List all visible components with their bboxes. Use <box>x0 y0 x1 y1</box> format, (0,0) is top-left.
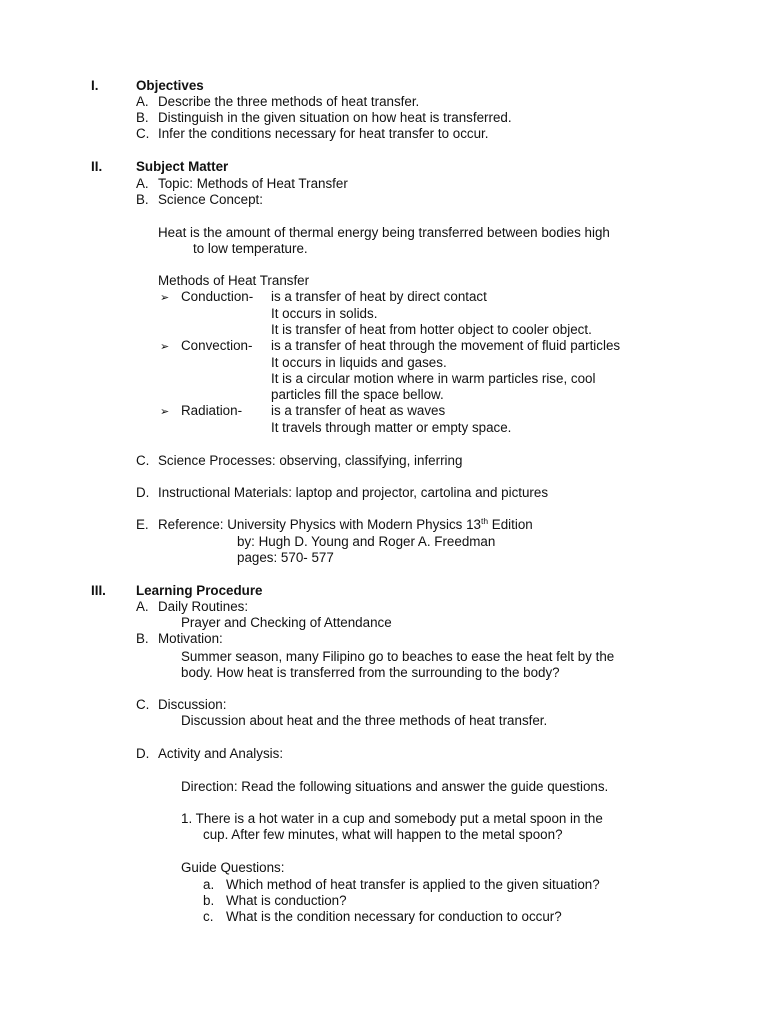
reference-edition: Edition <box>488 517 533 532</box>
item-letter: B. <box>136 631 149 646</box>
method-line: is a transfer of heat as waves <box>271 403 446 418</box>
item-letter: A. <box>136 599 149 614</box>
guide-questions-title: Guide Questions: <box>181 860 285 875</box>
routines-label: Daily Routines: <box>158 599 249 614</box>
arrow-bullet-icon: ➢ <box>160 341 170 353</box>
method-line: It occurs in liquids and gases. <box>271 355 447 370</box>
item-letter: A. <box>136 94 149 109</box>
concept-label: Science Concept: <box>158 192 263 207</box>
method-line: It occurs in solids. <box>271 306 378 321</box>
item-letter: C. <box>136 697 150 712</box>
arrow-bullet-icon: ➢ <box>160 406 170 418</box>
instructional-materials: Instructional Materials: laptop and projector, cartolina and pictures <box>158 485 549 500</box>
question-letter: c. <box>203 909 214 924</box>
motivation-text: Summer season, many Filipino go to beaches to ease the heat felt by the <box>181 649 615 664</box>
reference-title: Reference: University Physics with Modern Physics 13 <box>158 517 481 532</box>
objective-text: Distinguish in the given situation on how heat is transferred. <box>158 110 512 125</box>
question-letter: a. <box>203 877 215 892</box>
topic-text: Topic: Methods of Heat Transfer <box>158 176 348 191</box>
method-line: It is a circular motion where in warm particles rise, cool <box>271 371 596 386</box>
item-letter: C. <box>136 453 150 468</box>
discussion-label: Discussion: <box>158 697 227 712</box>
arrow-bullet-icon: ➢ <box>160 292 170 304</box>
method-term: Convection- <box>181 338 253 353</box>
item-letter: D. <box>136 746 150 761</box>
reference-line <box>158 517 533 533</box>
guide-question: Which method of heat transfer is applied to the given situation? <box>226 877 600 892</box>
discussion-text: Discussion about heat and the three methods of heat transfer. <box>181 713 548 728</box>
section-heading: Learning Procedure <box>136 583 263 598</box>
heat-definition-cont: to low temperature. <box>193 241 308 256</box>
item-letter: C. <box>136 126 150 141</box>
method-line: It travels through matter or empty space. <box>271 420 512 435</box>
method-line: is a transfer of heat through the movement of fluid particles <box>271 338 621 353</box>
item-letter: B. <box>136 192 149 207</box>
section-numeral: II. <box>91 159 103 174</box>
method-line: is a transfer of heat by direct contact <box>271 289 487 304</box>
section-numeral: III. <box>91 583 106 598</box>
objective-text: Describe the three methods of heat transfer. <box>158 94 420 109</box>
motivation-label: Motivation: <box>158 631 223 646</box>
guide-question: What is the condition necessary for conduction to occur? <box>226 909 562 924</box>
method-line: It is transfer of heat from hotter object to cooler object. <box>271 322 592 337</box>
method-term: Conduction- <box>181 289 254 304</box>
item-letter: A. <box>136 176 149 191</box>
methods-title: Methods of Heat Transfer <box>158 273 310 288</box>
method-line: particles fill the space bellow. <box>271 387 444 402</box>
routines-text: Prayer and Checking of Attendance <box>181 615 392 630</box>
motivation-text-cont: body. How heat is transferred from the surrounding to the body? <box>181 665 560 680</box>
item-letter: B. <box>136 110 149 125</box>
item-letter: D. <box>136 485 150 500</box>
method-term: Radiation- <box>181 403 243 418</box>
objective-text: Infer the conditions necessary for heat transfer to occur. <box>158 126 489 141</box>
situation-text: 1. There is a hot water in a cup and somebody put a metal spoon in the <box>181 811 603 826</box>
activity-label: Activity and Analysis: <box>158 746 284 761</box>
item-letter: E. <box>136 517 149 532</box>
reference-authors: by: Hugh D. Young and Roger A. Freedman <box>237 534 496 549</box>
activity-direction: Direction: Read the following situations and answer the guide questions. <box>181 779 609 794</box>
section-heading: Objectives <box>136 78 204 93</box>
reference-pages: pages: 570- 577 <box>237 550 334 565</box>
reference-superscript: th <box>480 516 489 526</box>
question-letter: b. <box>203 893 215 908</box>
section-heading: Subject Matter <box>136 159 229 174</box>
science-processes: Science Processes: observing, classifying, inferring <box>158 453 463 468</box>
guide-question: What is conduction? <box>226 893 347 908</box>
heat-definition: Heat is the amount of thermal energy being transferred between bodies high <box>158 225 610 240</box>
situation-text-cont: cup. After few minutes, what will happen to the metal spoon? <box>203 827 563 842</box>
section-numeral: I. <box>91 78 99 93</box>
